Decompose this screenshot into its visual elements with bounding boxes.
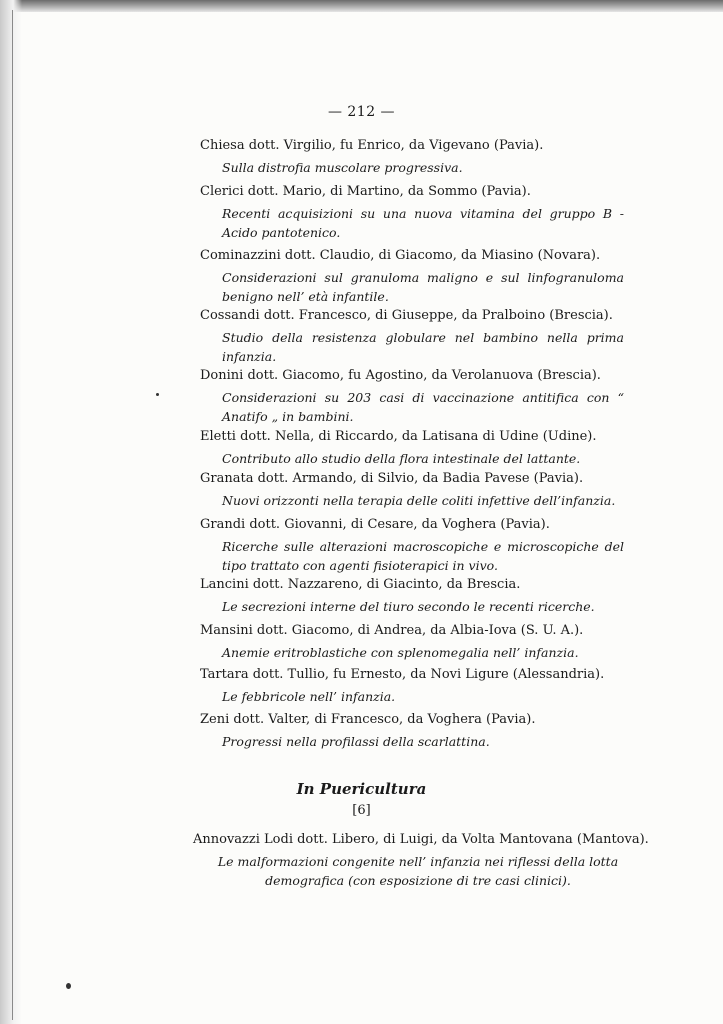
entry-title: Le febbricole nell’ infanzia.	[222, 689, 396, 704]
entry-author: Clerici dott. Mario, di Martino, da Sommo (Pavia).	[200, 184, 531, 199]
entry-title: Le secrezioni interne del tiuro secondo le recenti ricerche.	[222, 599, 595, 614]
entry-title: Progressi nella profilassi della scarlattina.	[222, 734, 490, 749]
ink-speck	[66, 983, 71, 989]
entry-author: Annovazzi Lodi dott. Libero, di Luigi, da Volta Mantovana (Mantova).	[193, 832, 649, 847]
entry-title: Ricerche sulle alterazioni macroscopiche e microscopiche del tipo trattato con agenti fisioterapici in vivo.	[222, 539, 624, 573]
entry-author: Cominazzini dott. Claudio, di Giacomo, da Miasino (Novara).	[200, 248, 601, 263]
entry-author: Eletti dott. Nella, di Riccardo, da Latisana di Udine (Udine).	[200, 429, 597, 444]
entry-author: Tartara dott. Tullio, fu Ernesto, da Novi Ligure (Alessandria).	[200, 667, 605, 682]
entry-author: Mansini dott. Giacomo, di Andrea, da Albia-Iova (S. U. A.).	[200, 623, 584, 638]
page-border-line	[12, 10, 13, 1020]
scan-left-edge	[0, 0, 22, 1024]
entry-author: Granata dott. Armando, di Silvio, da Badia Pavese (Pavia).	[200, 471, 584, 486]
ink-speck	[156, 393, 159, 396]
entry-title: Recenti acquisizioni su una nuova vitamina del gruppo B - Acido pantotenico.	[222, 206, 624, 240]
entry-author: Grandi dott. Giovanni, di Cesare, da Voghera (Pavia).	[200, 517, 550, 532]
entry-author: Cossandi dott. Francesco, di Giuseppe, da Pralboino (Brescia).	[200, 308, 613, 323]
entry-title: Anemie eritroblastiche con splenomegalia nell’ infanzia.	[222, 645, 579, 660]
page-number: — 212 —	[327, 104, 396, 120]
entry-author: Donini dott. Giacomo, fu Agostino, da Verolanuova (Brescia).	[200, 368, 601, 383]
entry-title: Contributo allo studio della flora intestinale del lattante.	[222, 451, 581, 466]
entry-author: Zeni dott. Valter, di Francesco, da Voghera (Pavia).	[200, 712, 536, 727]
entry-title: Considerazioni sul granuloma maligno e sul linfogranuloma benigno nell’ età infantile.	[222, 270, 624, 304]
entry-title: Studio della resistenza globulare nel bambino nella prima infanzia.	[222, 330, 624, 364]
section-heading: In Puericultura	[296, 780, 427, 798]
entry-title: Considerazioni su 203 casi di vaccinazione antitifica con “ Anatifo „ in bambini.	[222, 390, 624, 424]
entry-author: Chiesa dott. Virgilio, fu Enrico, da Vigevano (Pavia).	[200, 138, 544, 153]
entry-title: Sulla distrofia muscolare progressiva.	[222, 160, 463, 175]
entry-author: Lancini dott. Nazzareno, di Giacinto, da Brescia.	[200, 577, 521, 592]
entry-title: Le malformazioni congenite nell’ infanzia nei riflessi della lotta demografica (con esposizione di tre casi clinici).	[217, 854, 619, 888]
scan-top-edge	[0, 0, 723, 12]
section-count: [6]	[352, 803, 371, 818]
entry-title: Nuovi orizzonti nella terapia delle coliti infettive dell’infanzia.	[222, 493, 616, 508]
